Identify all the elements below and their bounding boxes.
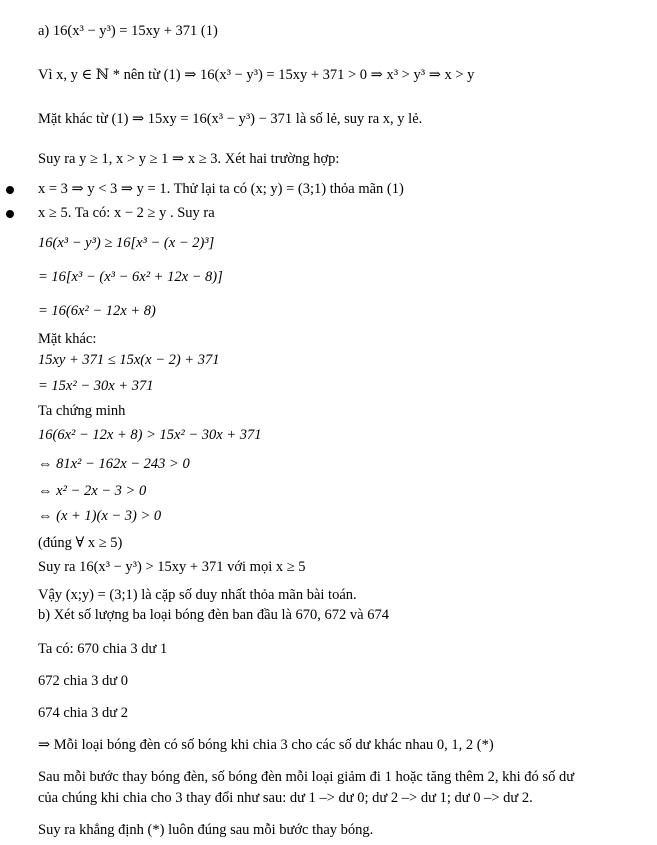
math-line-1: 16(x³ − y³) ≥ 16[x³ − (x − 2)³] [38,235,215,251]
case-2: x ≥ 5. Ta có: x − 2 ≥ y . Suy ra [38,205,215,221]
line-672: 672 chia 3 dư 0 [38,673,129,689]
math-line-4: 15xy + 371 ≤ 15x(x − 2) + 371 [38,352,220,368]
line-3: Mặt khác từ (1) ⇒ 15xy = 16(x³ − y³) − 371 là số lẻ, suy ra x, y lẻ. [38,111,423,127]
line-chung-minh: Ta chứng minh [38,403,126,419]
math-line-8: ⇔ x² − 2x − 3 > 0 [38,483,147,499]
paragraph-line-1: Sau mỗi bước thay bóng đèn, số bóng đèn mỗi loại giảm đi 1 hoặc tăng thêm 2, khi đó số dư [38,769,575,785]
paragraph-line-2: của chúng khi chia cho 3 thay đổi như sau: dư 1 –> dư 0; dư 2 –> dư 1; dư 0 –> dư 2. [38,790,533,806]
part-b-heading: b) Xét số lượng ba loại bóng đèn ban đầu là 670, 672 và 674 [38,607,389,623]
line-1: a) 16(x³ − y³) = 15xy + 371 (1) [38,23,218,39]
math-line-5: = 15x² − 30x + 371 [38,378,154,394]
line-674: 674 chia 3 dư 2 [38,705,129,721]
math-line-2: = 16[x³ − (x³ − 6x² + 12x − 8)] [38,269,223,285]
math-line-7: ⇔ 81x² − 162x − 243 > 0 [38,456,190,472]
line-670: Ta có: 670 chia 3 dư 1 [38,641,168,657]
line-mat-khac: Mặt khác: [38,331,97,347]
math-line-3: = 16(6x² − 12x + 8) [38,303,156,319]
math-line-9: ⇔ (x + 1)(x − 3) > 0 [38,508,162,524]
line-dung: (đúng ∀ x ≥ 5) [38,535,123,551]
math-line-6: 16(6x² − 12x + 8) > 15x² − 30x + 371 [38,427,262,443]
bullet-icon [6,210,14,218]
line-suy-ra: Suy ra 16(x³ − y³) > 15xy + 371 với mọi x ≥ 5 [38,559,306,575]
line-vay: Vậy (x;y) = (3;1) là cặp số duy nhất thỏa mãn bài toán. [38,587,357,603]
bullet-icon [6,186,14,194]
line-star: ⇒ Mỗi loại bóng đèn có số bóng khi chia 3 cho các số dư khác nhau 0, 1, 2 (*) [38,737,494,753]
line-conclusion: Suy ra khẳng định (*) luôn đúng sau mỗi bước thay bóng. [38,822,374,838]
line-2: Vì x, y ∈ ℕ * nên từ (1) ⇒ 16(x³ − y³) = 15xy + 371 > 0 ⇒ x³ > y³ ⇒ x > y [38,67,475,83]
case-1: x = 3 ⇒ y < 3 ⇒ y = 1. Thử lại ta có (x; y) = (3;1) thỏa mãn (1) [38,181,404,197]
line-4: Suy ra y ≥ 1, x > y ≥ 1 ⇒ x ≥ 3. Xét hai trường hợp: [38,151,340,167]
